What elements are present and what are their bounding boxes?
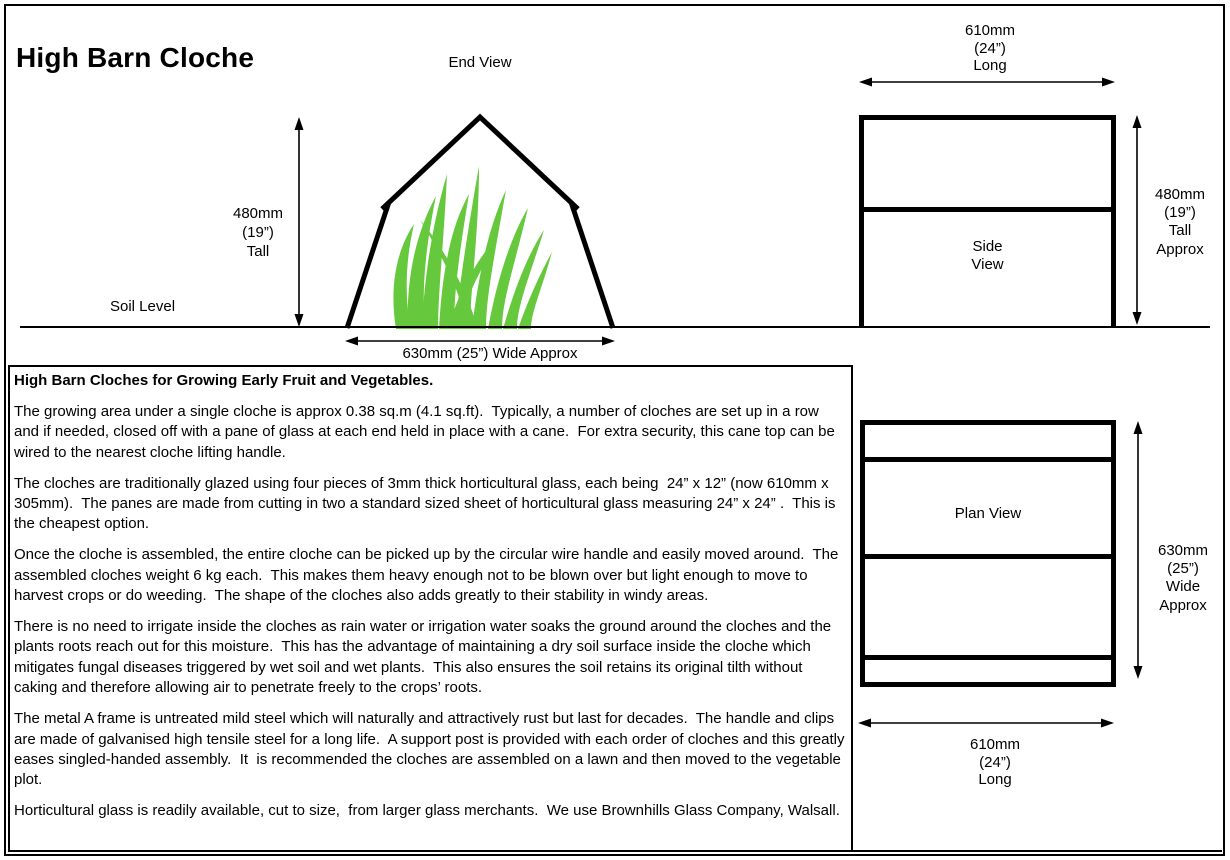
plan-view-drawing	[860, 420, 1116, 687]
plan-view-glazing-bar	[865, 457, 1111, 462]
description-paragraph: The metal A frame is untreated mild steel which will naturally and attractively rust but last for decades. The handle and clips are made of galvanised high tensile steel for a long life. A support post is provided with each order of cloches and this greatly eases singled-handed assembly. It is recommended the cloches are assembled on a lawn and then moved to the vegetable plot.	[14, 710, 849, 789]
description-paragraph: Once the cloche is assembled, the entire cloche can be picked up by the circular wire handle and easily moved around. The assembled cloches weight 6 kg each. This makes them heavy enough not to be blown over but light enough to move to harvest crops or do weeding. The shape of the cloches also adds greatly to their stability in windy areas.	[14, 546, 843, 605]
soil-level-label: Soil Level	[110, 298, 176, 315]
side-view-drawing	[859, 115, 1116, 326]
end-width-dimension-label: 630mm (25”) Wide Approx	[402, 345, 578, 362]
side-length-arrow	[858, 74, 1116, 90]
plan-view-ridge-bar	[865, 554, 1111, 559]
description-panel	[8, 365, 853, 852]
side-view-label: Side View	[971, 238, 1004, 273]
soil-line	[20, 326, 1210, 328]
side-view-glazing-bar	[864, 207, 1111, 212]
end-view-drawing	[330, 100, 640, 350]
description-paragraph: Horticultural glass is readily available, cut to size, from larger glass merchants. We use Brownhills Glass Company, Walsall.	[14, 802, 840, 820]
plan-width-dimension-label: 630mm (25”) Wide Approx	[1157, 542, 1209, 614]
page-title: High Barn Cloche	[16, 42, 255, 73]
plan-view-label: Plan View	[954, 505, 1022, 522]
side-height-dimension-label: 480mm (19”) Tall Approx	[1154, 186, 1206, 258]
plan-view-glazing-bar	[865, 655, 1111, 660]
description-heading: High Barn Cloches for Growing Early Fruit and Vegetables.	[14, 372, 434, 389]
plan-length-dimension-label: 610mm (24”) Long	[969, 736, 1021, 789]
description-paragraph: The cloches are traditionally glazed using four pieces of 3mm thick horticultural glass, each being 24” x 12” (now 610mm x 305mm). The panes are made from cutting in two a standard sized sheet of horticultural glass measuring 24” x 24” . This is the cheapest option.	[14, 474, 840, 533]
end-view-label: End View	[448, 54, 512, 71]
description-paragraph: There is no need to irrigate inside the cloches as rain water or irrigation water soaks the ground around the cloches and the plants roots reach out for this moisture. This has the advantage of maintaining a dry soil surface inside the cloche which mitigates fungal diseases triggered by wet soil and wet plants. This also ensures the soil retains its original tilth without caking and therefore allowing air to penetrate freely to the crops’ roots.	[14, 618, 836, 697]
end-height-dimension-label: 480mm (19”) Tall	[232, 205, 284, 260]
plan-length-arrow	[857, 715, 1115, 731]
description-paragraph: The growing area under a single cloche is approx 0.38 sq.m (4.1 sq.ft). Typically, a number of cloches are set up in a row and if needed, closed off with a pane of glass at each end held in place with a cane. For extra security, this cane top can be wired to the nearest cloche lifting handle.	[14, 402, 839, 461]
side-length-dimension-label: 610mm (24”) Long	[964, 22, 1016, 75]
grass-illustration	[393, 166, 552, 329]
